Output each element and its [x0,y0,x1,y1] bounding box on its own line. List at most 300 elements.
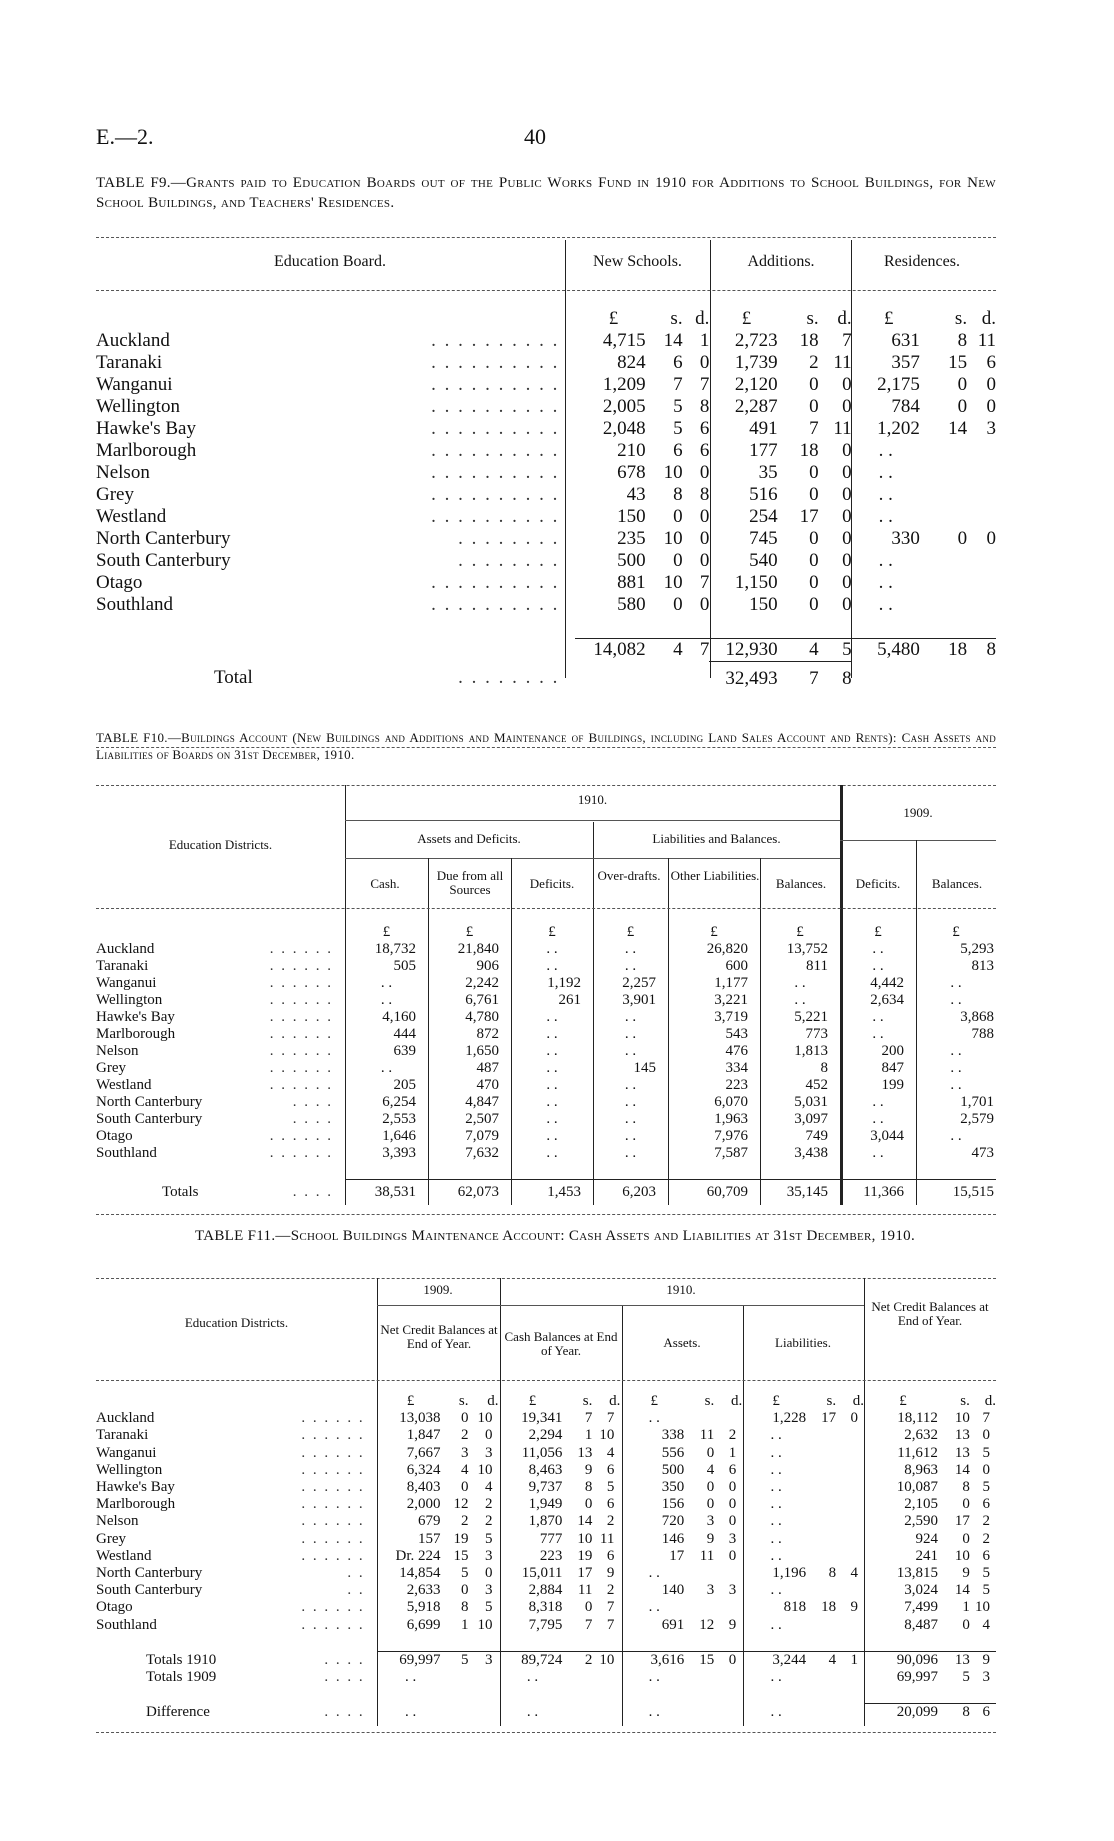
a-value: 11 [833,418,852,439]
value-cell: . . [624,1094,637,1110]
value-cell: 3 [706,1513,715,1530]
value-cell: 14,854 [399,1564,441,1581]
district-name [96,1077,345,1094]
value-cell [810,1616,836,1633]
value-cell: 720 [661,1513,685,1530]
value-cell: . . [770,1444,782,1461]
empty-cell [377,1634,445,1652]
n-value: 8 [673,484,683,505]
row-label [96,638,575,661]
r-value: 0 [957,528,968,549]
value-cell: 3,244 [742,1651,810,1669]
table-row [96,506,996,528]
a-value: 11 [833,352,852,373]
value-cell: 223 [725,1077,748,1093]
leader-dots: . . . . . . [269,941,333,957]
empty-cell [575,616,651,638]
f11-col-liabilities: Liabilities. [775,1335,831,1350]
empty-cell [926,661,967,696]
value-cell: 0 [706,1496,715,1513]
a-value: 0 [809,462,819,483]
value-cell: 223 [539,1547,563,1564]
empty-cell [668,1162,760,1179]
value-cell: 26,820 [706,941,748,957]
empty-cell [566,1634,592,1652]
table-row [96,1043,996,1060]
value-cell: 6 [982,1547,990,1564]
a-value: 0 [809,594,819,615]
value-cell: 146 [661,1530,685,1547]
leader-dots: . . . . . . . . . . [431,506,560,527]
n-value: 6 [673,352,683,373]
unit-pence: d. [984,1393,996,1410]
r-value: 14 [948,418,968,439]
a-value: 0 [842,550,852,571]
unit-pounds: £ [650,1393,659,1410]
value-cell: 2 [728,1427,737,1444]
a-value: 491 [749,418,778,439]
value-cell: 1,228 [772,1410,807,1427]
value-cell [836,1479,864,1496]
value-cell: 788 [971,1026,994,1042]
value-cell: 4,780 [465,1009,499,1025]
value-cell: 639 [393,1043,416,1059]
f9-col-board: Education Board. [274,253,386,270]
n-value: 8 [699,484,710,505]
ellipsis-cell: . . [648,1669,660,1686]
value-cell: 3 [484,1444,493,1461]
value-cell: 5 [484,1599,493,1616]
empty-cell [683,661,710,696]
district-name-text: South Canterbury [96,1582,203,1599]
value-cell: 3,393 [382,1145,416,1161]
value-cell: . . [624,1145,637,1161]
value-cell: 2,632 [904,1427,938,1444]
leader-dots: . . . . . . [269,958,333,974]
f10-col-overdrafts: Over-drafts. [597,868,661,883]
district-name-text: North Canterbury [96,1564,203,1581]
f10-col-balances-1909: Balances. [931,876,983,891]
empty-cell [742,1634,810,1652]
value-cell: 5 [606,1479,615,1496]
board-name-text: Grey [96,484,134,505]
value-cell: 5,293 [960,941,994,957]
value-cell: 0 [982,1427,990,1444]
r-value: . . [878,550,893,571]
f10-col-due: Due from all Sources [436,868,504,897]
n-value: 0 [673,594,683,615]
value-cell: 906 [476,958,499,974]
value-cell: 14 [577,1513,593,1530]
f11-totals-1909-row [96,1669,996,1686]
value-cell: 2,579 [960,1111,994,1127]
totals-value: 11,366 [840,1179,916,1206]
value-cell: 19 [453,1530,469,1547]
district-name-text: Marlborough [96,1026,176,1042]
value-cell: 470 [476,1077,499,1093]
a-value: 0 [809,528,819,549]
table-row [96,1548,996,1565]
value-cell: 12 [453,1496,469,1513]
empty-cell [810,1669,836,1686]
r-value: . . [878,506,893,527]
difference-label-text: Difference [146,1704,210,1721]
value-cell: 3 [469,1651,499,1669]
table-row [96,1462,996,1479]
district-name-text: Auckland [96,941,155,957]
a-value: 0 [842,484,852,505]
value-cell: 811 [806,958,828,974]
value-cell: 9 [606,1564,615,1581]
district-name-text: Southland [96,1616,157,1633]
value-cell: 8 [820,1060,828,1076]
n-value: 0 [699,528,710,549]
a-value: 745 [749,528,778,549]
value-cell: 0 [461,1410,469,1427]
unit-pounds: £ [608,308,619,329]
table-row [96,1582,996,1599]
totals-label [96,1651,377,1669]
value-cell: 556 [661,1444,685,1461]
value-cell: 3,868 [960,1009,994,1025]
value-cell: 261 [558,992,581,1008]
value-cell: 12 [699,1616,715,1633]
value-cell: 2,507 [465,1111,499,1127]
value-cell: 69,997 [377,1651,445,1669]
subtotal-a: 5 [819,638,852,661]
n-value: 10 [663,462,683,483]
empty-cell [836,1686,864,1704]
district-name-text: Grey [96,1530,126,1547]
value-cell: 2 [461,1427,469,1444]
value-cell: . . [546,1145,558,1161]
leader-dots: . . . . . . . . . . [431,484,560,505]
r-value: 3 [986,418,996,439]
value-cell: . . [794,975,806,991]
value-cell: 872 [476,1026,499,1042]
a-value: 2,120 [734,374,778,395]
unit-pounds: £ [465,924,474,940]
empty-cell [445,1669,469,1686]
total-label [96,661,575,696]
unit-pence: d. [837,308,852,329]
unit-pounds: £ [710,924,718,940]
value-cell: 8,318 [528,1599,563,1616]
value-cell [688,1410,714,1427]
value-cell: . . [872,1111,884,1127]
value-cell: 3,616 [620,1651,688,1669]
value-cell: 6,699 [406,1616,441,1633]
value-cell: 21,840 [457,941,499,957]
n-value: 0 [673,550,683,571]
value-cell: 10 [954,1547,970,1564]
district-name-text: Taranaki [96,958,149,974]
value-cell: 2,294 [528,1427,563,1444]
empty-cell [714,1669,742,1686]
n-value: 235 [617,528,646,549]
ellipsis-cell: . . [404,1704,417,1721]
value-cell: 476 [725,1043,748,1059]
total-value: 8 [819,661,852,696]
board-name-text: Wellington [96,396,180,417]
value-cell: 15 [688,1651,714,1669]
r-value: . . [878,572,893,593]
value-cell: 7 [606,1410,615,1427]
empty-cell [864,1686,942,1704]
value-cell: 6 [970,1704,996,1722]
value-cell: 1,650 [465,1043,499,1059]
value-cell: 10,087 [896,1479,938,1496]
board-name [96,396,575,418]
value-cell: 5,031 [794,1094,828,1110]
value-cell: . . [624,1026,637,1042]
table-row [96,1513,996,1530]
value-cell: 6,761 [465,992,499,1008]
value-cell: 2,634 [870,992,904,1008]
spacer-row [96,616,996,638]
unit-pounds: £ [528,1393,537,1410]
table-row [96,1145,996,1162]
empty-cell [377,1686,445,1704]
n-value: 0 [699,462,710,483]
f11-col-net-1909: Net Credit Balances at End of Year. [380,1322,498,1351]
value-cell: 4 [484,1479,493,1496]
totals-value: 15,515 [916,1179,996,1206]
value-cell: 8,463 [528,1461,563,1478]
value-cell: 4 [850,1564,859,1581]
value-cell: . . [872,1009,884,1025]
unit-pence: d. [695,308,710,329]
board-name [96,572,575,594]
value-cell [714,1599,742,1616]
leader-dots: . . . . . . . . . . [431,352,560,373]
value-cell: 69,997 [896,1669,938,1686]
empty-cell [511,1162,593,1179]
value-cell: 9 [728,1616,737,1633]
district-name [96,1043,345,1060]
empty-cell [592,1704,620,1722]
value-cell: 2,884 [528,1582,563,1599]
empty-cell [96,1634,377,1652]
value-cell: . . [872,958,884,974]
empty-cell [445,1704,469,1722]
district-name [96,1479,377,1496]
value-cell: 7,667 [406,1444,441,1461]
table-row [96,1599,996,1616]
unit-pounds: £ [883,308,894,329]
a-value: 0 [842,396,852,417]
empty-cell [852,661,926,696]
n-value: 0 [673,506,683,527]
value-cell: 8 [962,1479,970,1496]
empty-cell [864,1634,942,1652]
table-row [96,992,996,1009]
unit-pounds: £ [952,924,960,940]
value-cell: . . [546,1026,558,1042]
empty-cell [683,616,710,638]
value-cell: 2 [484,1513,493,1530]
value-cell: . . [380,1060,393,1076]
unit-pence: d. [852,1393,865,1410]
district-name [96,1009,345,1026]
spacer-row [96,1634,996,1652]
unit-pounds: £ [796,924,804,940]
unit-pounds: £ [741,308,752,329]
board-name [96,374,575,396]
district-name-text: Westland [96,1077,152,1093]
board-name-text: Hawke's Bay [96,418,196,439]
value-cell: 2,590 [904,1513,938,1530]
value-cell: 1 [728,1444,737,1461]
value-cell: 14 [954,1582,970,1599]
table-row [96,1531,996,1548]
n-value: 678 [617,462,646,483]
value-cell: 10 [577,1530,593,1547]
total-value: 7 [784,661,819,696]
value-cell: 2,633 [406,1582,441,1599]
table-row [96,975,996,992]
row-label [96,924,345,941]
value-cell: . . [770,1479,782,1496]
r-value [967,506,996,528]
value-cell: 1,646 [382,1128,416,1144]
value-cell: 18,732 [374,941,416,957]
value-cell: . . [624,1111,637,1127]
r-value: 330 [891,528,920,549]
value-cell: 7 [982,1410,990,1427]
value-cell: . . [770,1513,782,1530]
a-value: 0 [842,594,852,615]
value-cell: 11 [699,1547,715,1564]
empty-cell [970,1634,996,1652]
value-cell: 10 [592,1651,620,1669]
table-row [96,352,996,374]
leader-dots: . . . . . . [269,1077,333,1093]
value-cell: . . [950,1043,962,1059]
n-value: 10 [663,572,683,593]
a-value: 516 [749,484,778,505]
value-cell [836,1427,864,1444]
unit-shillings: s. [582,1393,593,1410]
value-cell: 1 [461,1616,469,1633]
value-cell: 15 [453,1547,469,1564]
value-cell: 0 [850,1410,859,1427]
n-value: 210 [617,440,646,461]
value-cell: 10 [954,1410,970,1427]
f10-col-cash: Cash. [370,876,400,891]
value-cell: 200 [881,1043,904,1059]
value-cell: 5 [982,1444,990,1461]
empty-cell [593,1162,668,1179]
value-cell: . . [872,1094,884,1110]
value-cell: 1 [836,1651,864,1669]
f10-unit-row [96,924,996,941]
leader-dots: . . . . . . . . [458,528,560,549]
empty-cell [566,1704,592,1722]
unit-pounds: £ [548,924,556,940]
a-value: 540 [749,550,778,571]
value-cell: 4 [606,1444,615,1461]
value-cell: 11 [699,1427,715,1444]
n-value: 4,715 [602,330,646,351]
f10-group-liabilities: Liabilities and Balances. [652,831,781,846]
difference-label [96,1704,377,1722]
district-name [96,1513,377,1530]
district-name [96,1026,345,1043]
value-cell: . . [950,1128,962,1144]
r-value [967,594,996,616]
value-cell [810,1496,836,1513]
unit-shillings: s. [960,1393,970,1410]
district-name [96,1410,377,1427]
empty-cell [688,1634,714,1652]
a-value: 0 [842,528,852,549]
value-cell: 0 [962,1616,970,1633]
value-cell: 4 [461,1461,469,1478]
value-cell: 5,221 [794,1009,828,1025]
leader-dots: . . . . . . [269,1145,333,1161]
empty-cell [709,616,783,638]
totals-value: 6,203 [593,1179,668,1206]
a-value: 2,723 [734,330,778,351]
value-cell: 7 [606,1599,615,1616]
n-value: 150 [617,506,646,527]
value-cell: 9 [584,1461,593,1478]
value-cell [810,1582,836,1599]
a-value: 18 [799,330,819,351]
value-cell: 157 [418,1530,441,1547]
value-cell: 90,096 [864,1651,942,1669]
unit-pence: d. [730,1393,743,1410]
district-name-text: Wanganui [96,1444,157,1461]
board-name-text: Otago [96,572,143,593]
value-cell: 13,038 [399,1410,441,1427]
value-cell: 0 [706,1444,715,1461]
r-value [926,550,967,572]
a-value: 2 [809,352,819,373]
table-row [96,1616,996,1633]
board-name-text: Auckland [96,330,170,351]
value-cell: . . [770,1547,782,1564]
board-name [96,440,575,462]
f11-col-cash-balances: Cash Balances at End of Year. [504,1329,618,1358]
value-cell: 0 [706,1479,715,1496]
a-value: 7 [809,418,819,439]
empty-cell [836,1669,864,1686]
leader-dots: . . . . . . [301,1410,365,1427]
value-cell: . . [546,1111,558,1127]
district-name-text: Southland [96,1145,157,1161]
value-cell: 0 [461,1582,469,1599]
totals-label-text: Totals 1909 [146,1669,217,1686]
ellipsis-cell: . . [526,1704,539,1721]
empty-cell [652,616,683,638]
value-cell: 338 [661,1427,685,1444]
value-cell [836,1462,864,1479]
spacer-row [96,1162,996,1179]
empty-cell [498,1634,566,1652]
row-label [96,1393,377,1410]
board-name [96,462,575,484]
value-cell: . . [794,992,806,1008]
leader-dots: . . . . . . [269,992,333,1008]
unit-pence: d. [487,1393,499,1410]
totals-value: 1,453 [511,1179,593,1206]
value-cell: . . [546,1077,558,1093]
value-cell: 4 [982,1616,990,1633]
leader-dots: . . . . . . . . . . [431,462,560,483]
value-cell: 13 [942,1651,970,1669]
